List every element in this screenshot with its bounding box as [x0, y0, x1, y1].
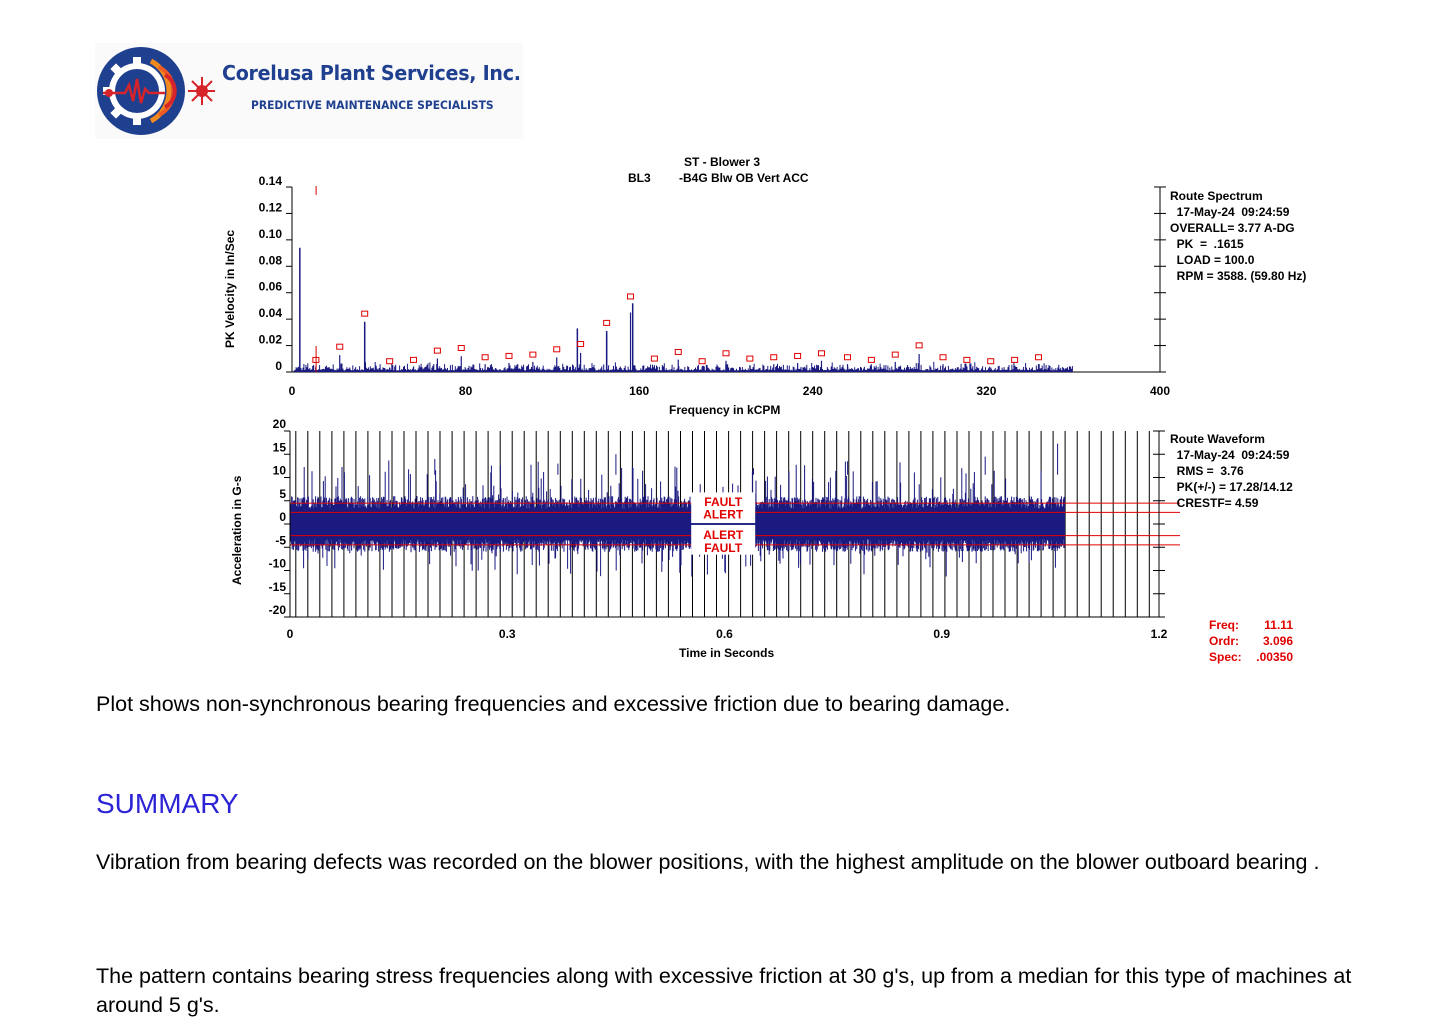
waveform-info-line: 17-May-24 09:24:59: [1170, 448, 1290, 462]
spectrum-title-line1: ST - Blower 3: [684, 155, 761, 169]
spectrum-y-tick-label: 0.14: [258, 174, 282, 188]
alert-label: ALERT: [703, 507, 744, 522]
alert-label: ALERT: [703, 527, 744, 542]
waveform-x-tick-label: 0.9: [933, 627, 951, 641]
spectrum-title-point: BL3: [628, 171, 651, 185]
cursor-readout: [1209, 618, 1293, 664]
waveform-signal: [291, 444, 1064, 577]
waveform-x-tick-label: 0: [286, 627, 294, 641]
spectrum-fault-marker: [458, 346, 464, 351]
spectrum-info-line: Route Spectrum: [1170, 189, 1263, 203]
spectrum-info-line: RPM = 3588. (59.80 Hz): [1170, 269, 1307, 283]
spectrum-y-tick-label: 0.10: [258, 226, 282, 241]
fault-label: FAULT: [704, 540, 743, 555]
fault-label: FAULT: [704, 494, 743, 509]
spectrum-info-line: OVERALL= 3.77 A-DG: [1170, 221, 1295, 235]
cursor-label: Spec:: [1209, 650, 1242, 664]
spectrum-x-tick-label: 80: [458, 384, 473, 398]
spectrum-plot: [259, 174, 1171, 398]
cursor-label: Freq:: [1209, 618, 1239, 632]
spectrum-fault-marker: [699, 359, 705, 364]
spectrum-fault-marker: [795, 353, 801, 358]
spectrum-info-line: PK = .1615: [1170, 237, 1244, 251]
waveform-info-line: RMS = 3.76: [1170, 464, 1244, 478]
spectrum-fault-marker: [387, 359, 393, 364]
spectrum-xlabel: Frequency in kCPM: [669, 403, 781, 417]
spectrum-fault-marker: [771, 355, 777, 360]
spectrum-info-line: 17-May-24 09:24:59: [1170, 205, 1290, 219]
spectrum-info-line: LOAD = 100.0: [1170, 253, 1255, 267]
cursor-value: .00350: [1256, 650, 1293, 664]
summary-paragraph-2: The pattern contains bearing stress frequencies along with excessive friction at 30 g's, up from a median for this type of machines at around 5 g's.: [96, 964, 1352, 1017]
spectrum-info-panel: [1170, 189, 1306, 283]
spectrum-fault-marker: [818, 351, 824, 356]
spectrum-fault-marker: [411, 357, 417, 362]
spectrum-fault-marker: [940, 355, 946, 360]
waveform-y-tick-label: -10: [268, 556, 286, 571]
spectrum-fault-marker: [578, 342, 584, 347]
spectrum-fault-marker: [651, 356, 657, 361]
cursor-value: 3.096: [1262, 634, 1293, 648]
spectrum-fault-marker: [434, 348, 440, 353]
waveform-y-tick-label: -20: [268, 603, 286, 617]
spectrum-fault-marker: [554, 347, 560, 352]
waveform-plot: [269, 417, 1180, 641]
waveform-y-tick-label: 5: [279, 486, 286, 501]
cursor-label: Ordr:: [1209, 634, 1239, 648]
waveform-info-line: Route Waveform: [1170, 432, 1265, 446]
spectrum-x-tick-label: 0: [288, 384, 296, 398]
spectrum-fault-marker: [845, 355, 851, 360]
cursor-value: 11.11: [1264, 618, 1293, 632]
spectrum-y-tick-label: 0.12: [258, 200, 282, 215]
company-name: Corelusa Plant Services, Inc.: [222, 61, 521, 85]
spectrum-x-tick-label: 160: [629, 384, 650, 398]
waveform-x-tick-label: 0.3: [498, 627, 516, 641]
spectrum-y-tick-label: 0.06: [258, 279, 282, 294]
waveform-y-tick-label: -15: [268, 579, 286, 594]
spectrum-fault-marker: [988, 359, 994, 364]
waveform-y-tick-label: 10: [272, 463, 286, 478]
spectrum-fault-marker: [506, 353, 512, 358]
waveform-xlabel: Time in Seconds: [679, 646, 775, 660]
waveform-ylabel: Acceleration in G-s: [230, 475, 244, 585]
waveform-info-line: CRESTF= 4.59: [1170, 496, 1259, 510]
plot-description: Plot shows non-synchronous bearing frequencies and excessive friction due to bearing damage.: [96, 692, 1011, 716]
spectrum-y-tick-label: 0.04: [258, 306, 282, 321]
spectrum-x-tick-label: 400: [1149, 384, 1171, 398]
waveform-y-tick-label: 0: [279, 510, 286, 524]
spectrum-fault-marker: [604, 320, 610, 325]
spectrum-fault-marker: [916, 343, 922, 348]
spectrum-noise-floor: [294, 362, 1072, 372]
spectrum-fault-marker: [723, 351, 729, 356]
spectrum-fault-marker: [892, 352, 898, 357]
spectrum-fault-marker: [1012, 357, 1018, 362]
waveform-y-tick-label: 20: [272, 417, 286, 431]
spectrum-fault-marker: [1035, 355, 1041, 360]
waveform-x-tick-label: 0.6: [716, 627, 733, 641]
waveform-y-tick-label: -5: [275, 533, 286, 548]
spectrum-fault-marker: [482, 355, 488, 360]
spectrum-title-line2: -B4G Blw OB Vert ACC: [679, 171, 809, 185]
spectrum-fault-marker: [964, 357, 970, 362]
spectrum-x-tick-label: 320: [976, 384, 997, 398]
spectrum-ylabel: PK Velocity in In/Sec: [223, 229, 237, 348]
waveform-y-tick-label: 15: [272, 440, 286, 455]
spectrum-y-tick-label: 0.08: [258, 253, 282, 268]
spectrum-fault-marker: [628, 294, 634, 299]
spectrum-fault-marker: [337, 344, 343, 349]
spectrum-x-tick-label: 240: [802, 384, 823, 398]
spectrum-fault-marker: [362, 311, 368, 316]
summary-paragraph-1: Vibration from bearing defects was recorded on the blower positions, with the highest amplitude on the blower outboard bearing .: [96, 850, 1320, 874]
spectrum-y-tick-label: 0: [275, 359, 282, 373]
waveform-info-panel: [1170, 432, 1293, 510]
spectrum-fault-marker: [530, 352, 536, 357]
waveform-x-tick-label: 1.2: [1150, 627, 1168, 641]
company-tagline: PREDICTIVE MAINTENANCE SPECIALISTS: [251, 98, 494, 112]
spectrum-fault-marker: [675, 349, 681, 354]
waveform-info-line: PK(+/-) = 17.28/14.12: [1170, 480, 1293, 494]
spectrum-y-tick-label: 0.02: [258, 332, 282, 347]
spectrum-fault-marker: [868, 357, 874, 362]
spectrum-fault-marker: [747, 356, 753, 361]
summary-heading: SUMMARY: [96, 788, 239, 819]
